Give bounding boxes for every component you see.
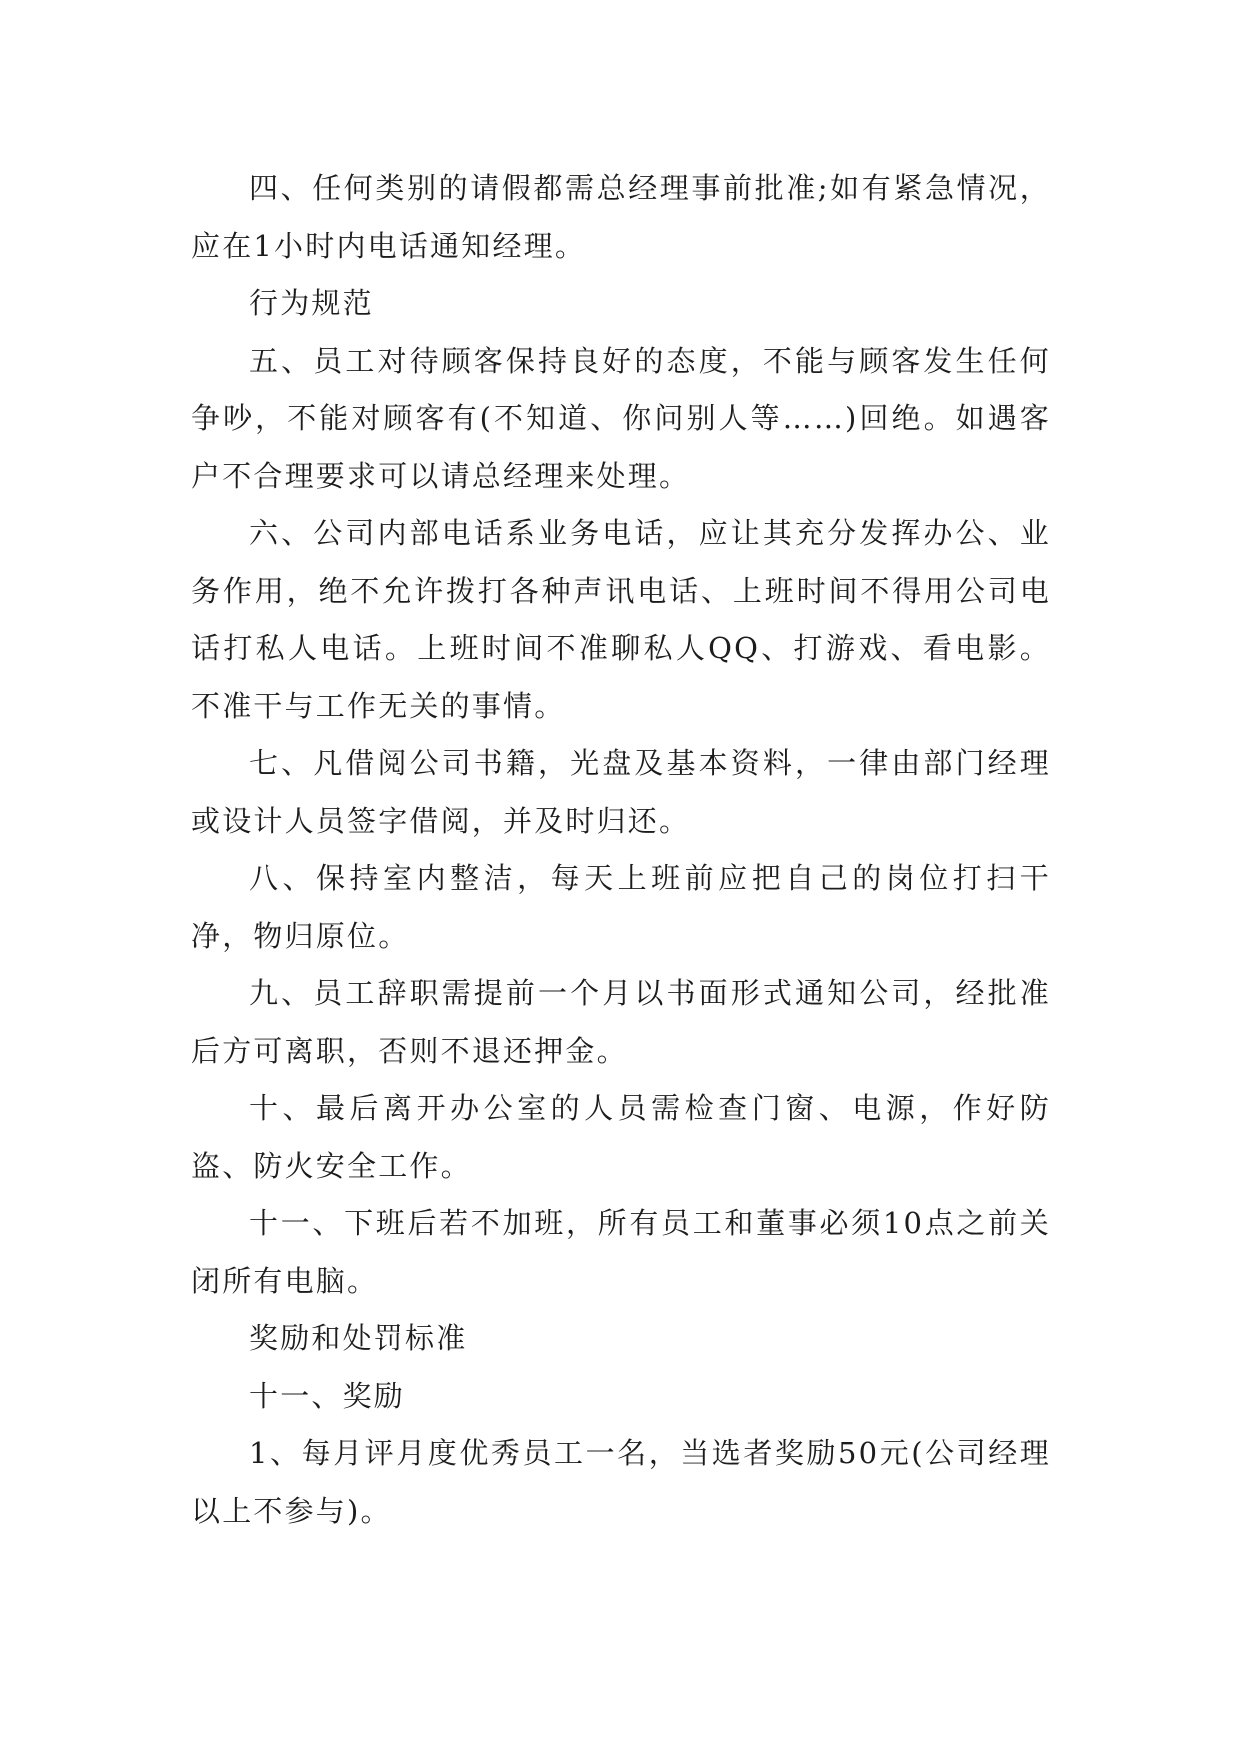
section-heading-rewards-penalties: 奖励和处罚标准: [249, 1321, 468, 1355]
paragraph-computers-off: 十一、下班后若不加班，所有员工和董事必须10点之前关闭所有电脑。: [191, 1206, 1051, 1298]
paragraph-security: 十、最后离开办公室的人员需检查门窗、电源，作好防盗、防火安全工作。: [191, 1091, 1051, 1183]
section-heading-conduct: 行为规范: [249, 286, 374, 320]
paragraph-phone-usage: 六、公司内部电话系业务电话，应让其充分发挥办公、业务作用，绝不允许拨打各种声讯电话、上班时间不得用公司电话打私人电话。上班时间不准聊私人QQ、打游戏、看电影。不准干与工作无关的事情。: [191, 516, 1051, 723]
paragraph-customer-attitude: 五、员工对待顾客保持良好的态度，不能与顾客发生任何争吵，不能对顾客有(不知道、你问别人等……)回绝。如遇客户不合理要求可以请总经理来处理。: [191, 343, 1051, 493]
subsection-heading-rewards: 十一、奖励: [249, 1378, 406, 1413]
paragraph-office-cleanliness: 八、保持室内整洁，每天上班前应把自己的岗位打扫干净，物归原位。: [191, 861, 1051, 953]
document-body: [191, 160, 1051, 1540]
paragraph-leave-approval: 四、任何类别的请假都需总经理事前批准;如有紧急情况，应在1小时内电话通知经理。: [191, 171, 1051, 263]
paragraph-monthly-award: 1、每月评月度优秀员工一名，当选者奖励50元(公司经理以上不参与)。: [191, 1436, 1051, 1528]
paragraph-resignation: 九、员工辞职需提前一个月以书面形式通知公司，经批准后方可离职，否则不退还押金。: [191, 976, 1051, 1068]
paragraph-borrowing-materials: 七、凡借阅公司书籍，光盘及基本资料，一律由部门经理或设计人员签字借阅，并及时归还。: [191, 746, 1051, 838]
